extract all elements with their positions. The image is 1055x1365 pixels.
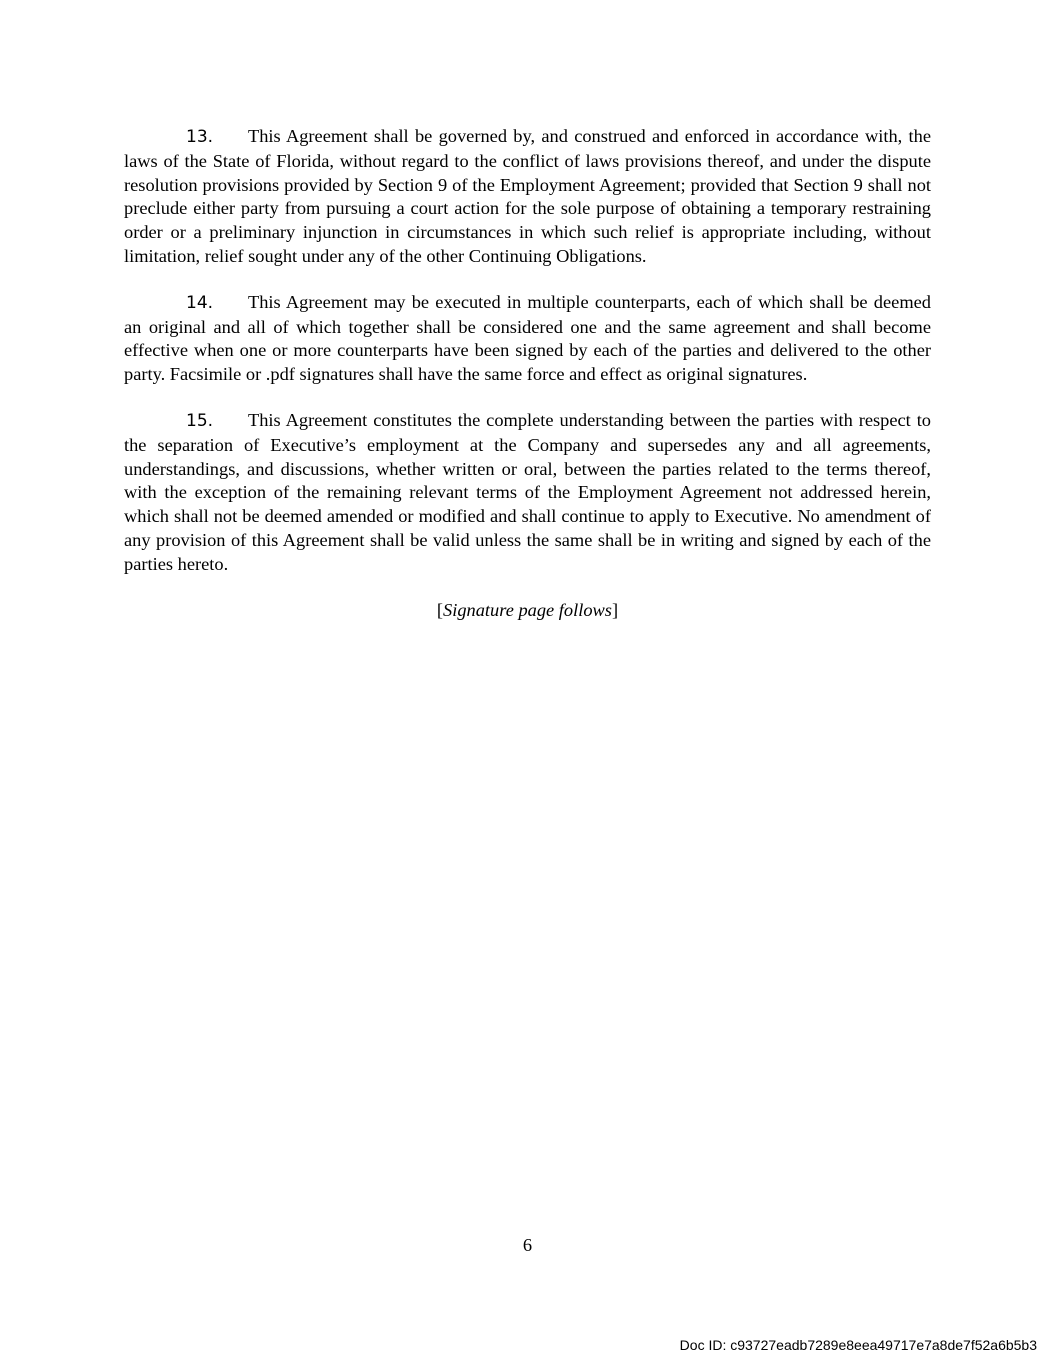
doc-id-footer: Doc ID: c93727eadb7289e8eea49717e7a8de7f52a6b5b3 (679, 1337, 1037, 1353)
paragraph-number: 13. (186, 127, 214, 147)
paragraph-number: 15. (186, 410, 214, 431)
paragraph-text: This Agreement may be executed in multiple counterparts, each of which shall be deemed an original and all of which together shall be considered one and the same agreement and shall become effective when one or more counterparts have been signed by each of the parties and delivered to the other party. Facsimile or .pdf signatures shall have the same force and effect as original signatures. (124, 291, 931, 385)
close-bracket: ] (611, 599, 619, 620)
signature-page-follows-note (124, 599, 931, 623)
paragraph-text: This Agreement shall be governed by, and construed and enforced in accordance with, the laws of the State of Florida, without regard to the conflict of laws provisions thereof, and under the dispute resolution provisions provided by Section 9 of the Employment Agreement; provided that Section 9 shall not preclude either party from pursuing a court action for the sole purpose of obtaining a temporary restraining order or a preliminary injunction in circumstances in which such relief is appropriate including, without limitation, relief sought under any of the other Continuing Obligations. (124, 126, 931, 266)
paragraph-14 (124, 291, 931, 387)
paragraph-number: 14. (186, 292, 214, 313)
open-bracket: [ (436, 599, 444, 620)
paragraph-13 (124, 125, 931, 269)
paragraph-text: This Agreement constitutes the complete understanding between the parties with respect to the separation of Executive’s employment at the Company and supersedes any and all agreements, understandings, and discussions, whether written or oral, between the parties related to the terms thereof, with the exception of the remaining relevant terms of the Employment Agreement not addressed herein, which shall not be deemed amended or modified and shall continue to apply to Executive. No amendment of any provision of this Agreement shall be valid unless the same shall be in writing and signed by each of the parties hereto. (124, 409, 931, 574)
signature-note-text: Signature page follows (443, 599, 612, 620)
page-number: 6 (522, 1235, 533, 1255)
paragraph-15 (124, 409, 931, 577)
document-body (124, 125, 931, 622)
